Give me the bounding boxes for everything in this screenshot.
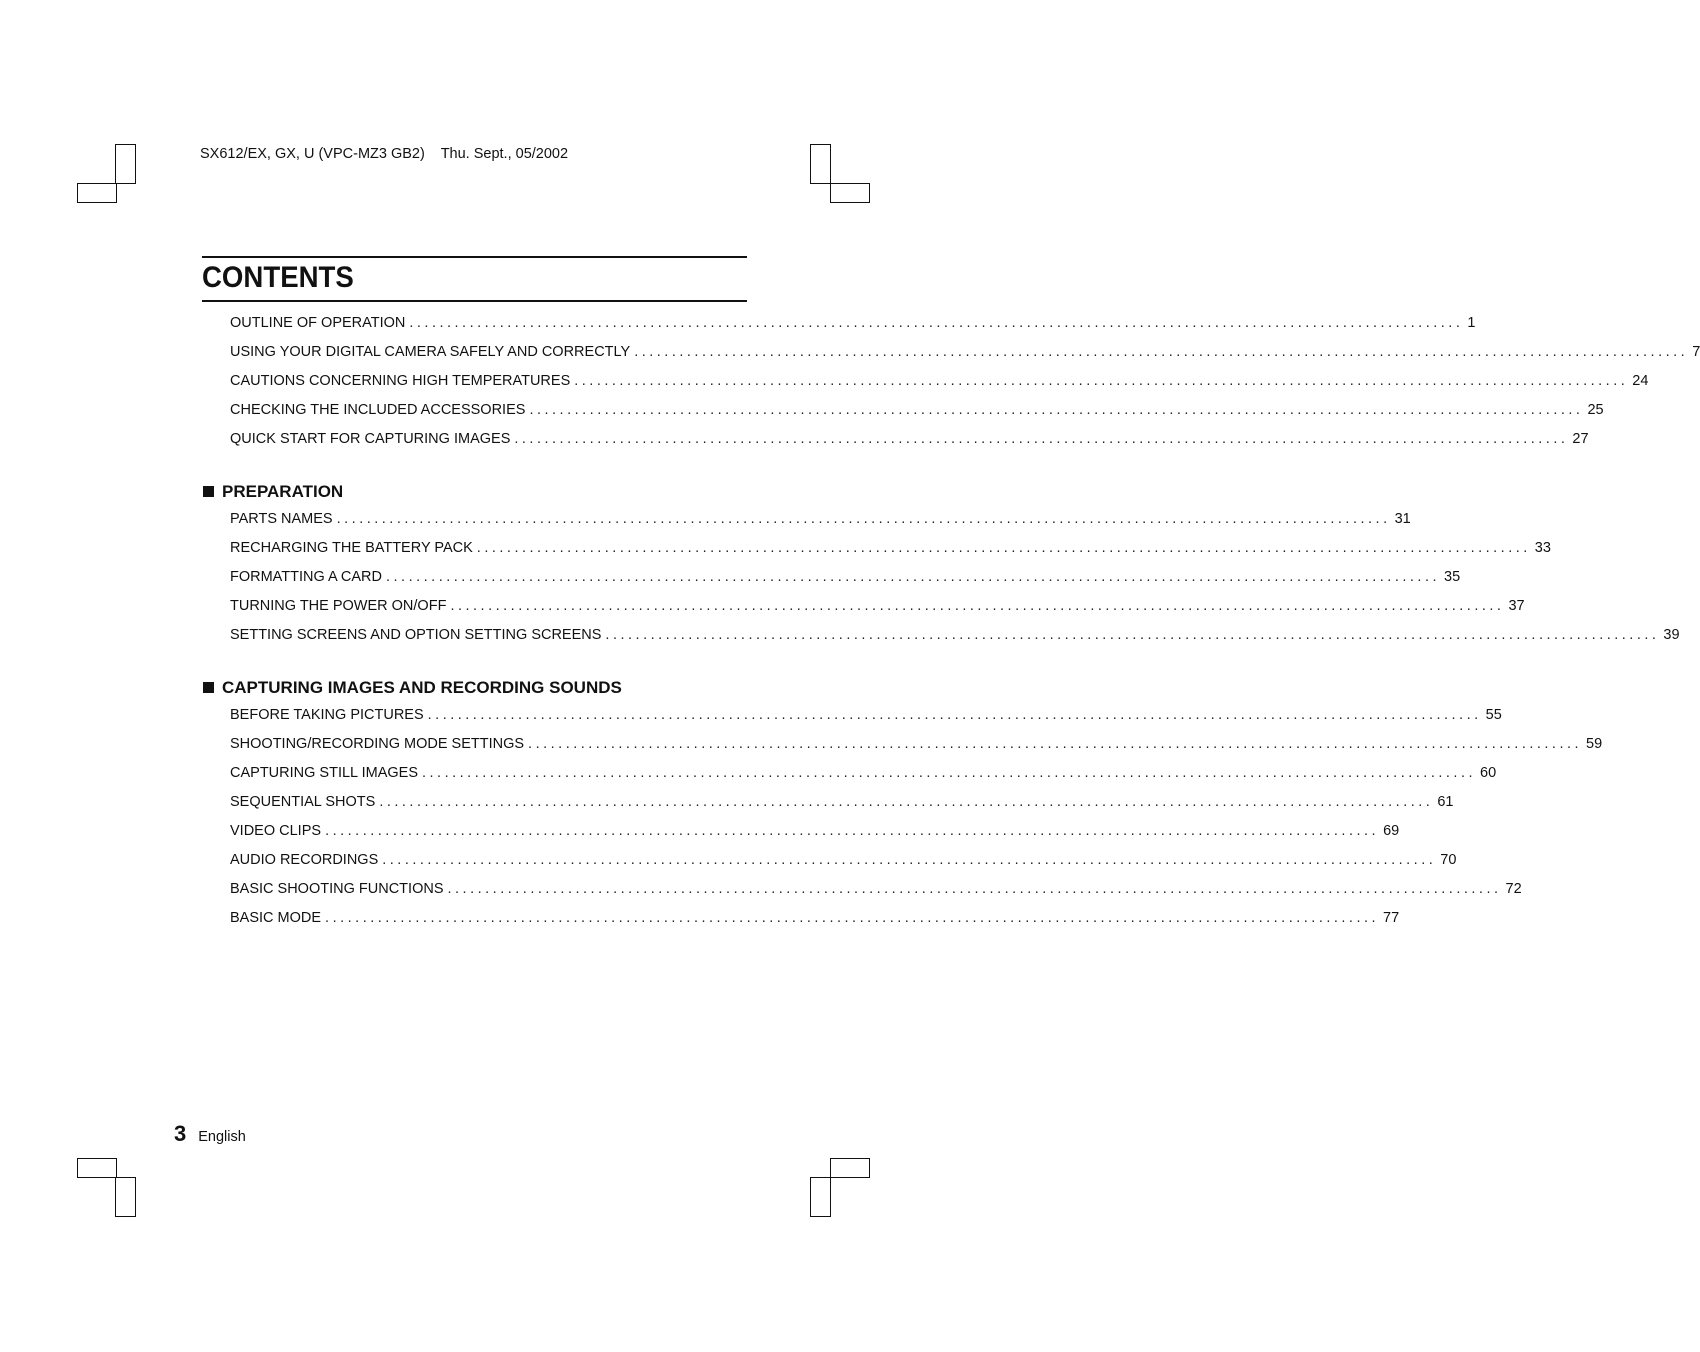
toc-entry[interactable] [202,623,1680,652]
toc-entry-title: BEFORE TAKING PICTURES [230,707,424,723]
toc-entry-page: 72 [1505,881,1522,897]
dot-leader: ............................................................................................................................................ [634,344,1689,360]
dot-leader: ............................................................................................................................................ [476,540,1531,556]
crop-mark [830,1158,870,1178]
intro-entries [202,311,1700,456]
toc-entry-page: 61 [1437,794,1454,810]
crop-mark [115,144,136,184]
crop-mark [830,183,870,203]
toc-entry-title: VIDEO CLIPS [230,823,322,839]
toc-entry-title: AUDIO RECORDINGS [230,852,379,868]
dot-leader: ............................................................................................................................................ [528,736,1583,752]
toc-entry-page: 1 [1467,315,1476,331]
title-rule-top [202,256,747,258]
crop-mark [115,1177,136,1217]
toc-entry[interactable] [202,594,1525,623]
toc-entry-title: TURNING THE POWER ON/OFF [230,598,447,614]
square-bullet-icon [203,682,214,693]
toc-entry-page: 35 [1444,569,1461,585]
dot-leader: ............................................................................................................................................ [450,598,1505,614]
toc-entry-page: 39 [1663,627,1680,643]
dot-leader: ............................................................................................................................................ [529,402,1584,418]
crop-mark [810,1177,831,1217]
toc-entry-title: OUTLINE OF OPERATION [230,315,406,331]
toc-entry-page: 25 [1587,402,1604,418]
toc-entry[interactable] [202,427,1589,456]
dot-leader: ............................................................................................................................................ [447,881,1502,897]
title-rule-bottom [202,300,747,302]
toc-entry[interactable] [202,311,1476,340]
toc-entry-title: CAUTIONS CONCERNING HIGH TEMPERATURES [230,373,571,389]
dot-leader: ............................................................................................................................................ [422,765,1476,781]
doc-id: SX612/EX, GX, U (VPC-MZ3 GB2) [200,146,425,162]
dot-leader: ............................................................................................................................................ [605,627,1660,643]
toc-entry[interactable] [202,790,1454,819]
toc-entry-page: 24 [1632,373,1649,389]
toc-entry[interactable] [202,877,1522,906]
toc-entry-page: 59 [1586,736,1603,752]
toc-entry-title: SHOOTING/RECORDING MODE SETTINGS [230,736,525,752]
toc-entry-title: PARTS NAMES [230,511,333,527]
toc-entry-title: BASIC SHOOTING FUNCTIONS [230,881,444,897]
toc-entry-page: 69 [1383,823,1400,839]
page-footer [174,1121,246,1147]
toc-entry-page: 7 [1692,344,1700,360]
toc-entry[interactable] [202,369,1649,398]
crop-mark [77,183,117,203]
footer-language: English [198,1129,246,1145]
section-capturing [202,672,1603,935]
toc-entry[interactable] [202,340,1700,369]
toc-entry-title: SETTING SCREENS AND OPTION SETTING SCREENS [230,627,602,643]
toc-entry-page: 33 [1534,540,1551,556]
dot-leader: ............................................................................................................................................ [427,707,1482,723]
dot-leader: ............................................................................................................................................ [386,569,1440,585]
section-heading-label: PREPARATION [222,481,344,501]
toc-entry-page: 37 [1508,598,1525,614]
crop-mark [77,1158,117,1178]
section-heading-label: CAPTURING IMAGES AND RECORDING SOUNDS [222,677,622,697]
toc-entry[interactable] [202,398,1604,427]
page-title: CONTENTS [202,261,354,294]
section-preparation [202,476,1680,652]
toc-entry-page: 55 [1485,707,1502,723]
toc-entry-page: 27 [1572,431,1589,447]
dot-leader: ............................................................................................................................................ [336,511,1391,527]
section-spacer [202,456,747,476]
toc-entry-title: FORMATTING A CARD [230,569,382,585]
print-header [200,146,568,162]
toc-entry-title: BASIC MODE [230,910,322,926]
toc-entry-title: CHECKING THE INCLUDED ACCESSORIES [230,402,526,418]
dot-leader: ............................................................................................................................................ [514,431,1569,447]
toc-entry[interactable] [202,848,1457,877]
toc-entry-title: CAPTURING STILL IMAGES [230,765,418,781]
page-number: 3 [174,1121,187,1146]
toc-entry[interactable] [202,819,1400,848]
toc-entry-title: USING YOUR DIGITAL CAMERA SAFELY AND CORRECTLY [230,344,631,360]
dot-leader: ............................................................................................................................................ [325,910,1380,926]
toc-entry[interactable] [202,761,1497,790]
toc-entry-page: 60 [1480,765,1497,781]
square-bullet-icon [203,486,214,497]
dot-leader: ............................................................................................................................................ [325,823,1380,839]
section-heading [202,672,747,703]
dot-leader: ............................................................................................................................................ [409,315,1464,331]
toc-entry-title: RECHARGING THE BATTERY PACK [230,540,473,556]
dot-leader: ............................................................................................................................................ [574,373,1629,389]
toc-entry[interactable] [202,536,1551,565]
toc-entry[interactable] [202,906,1400,935]
toc-entry[interactable] [202,565,1461,594]
toc-entry[interactable] [202,507,1411,536]
toc-entry-title: QUICK START FOR CAPTURING IMAGES [230,431,511,447]
crop-mark [810,144,831,184]
print-date: Thu. Sept., 05/2002 [440,146,569,162]
section-spacer [202,652,747,672]
dot-leader: ............................................................................................................................................ [382,852,1437,868]
toc-entry-title: SEQUENTIAL SHOTS [230,794,376,810]
toc-entry-page: 77 [1383,910,1400,926]
toc-entry-page: 31 [1394,511,1411,527]
toc-entry-page: 70 [1440,852,1457,868]
dot-leader: ............................................................................................................................................ [379,794,1434,810]
section-heading [202,476,747,507]
toc-entry[interactable] [202,703,1502,732]
toc-entry[interactable] [202,732,1603,761]
table-of-contents [202,311,1700,935]
